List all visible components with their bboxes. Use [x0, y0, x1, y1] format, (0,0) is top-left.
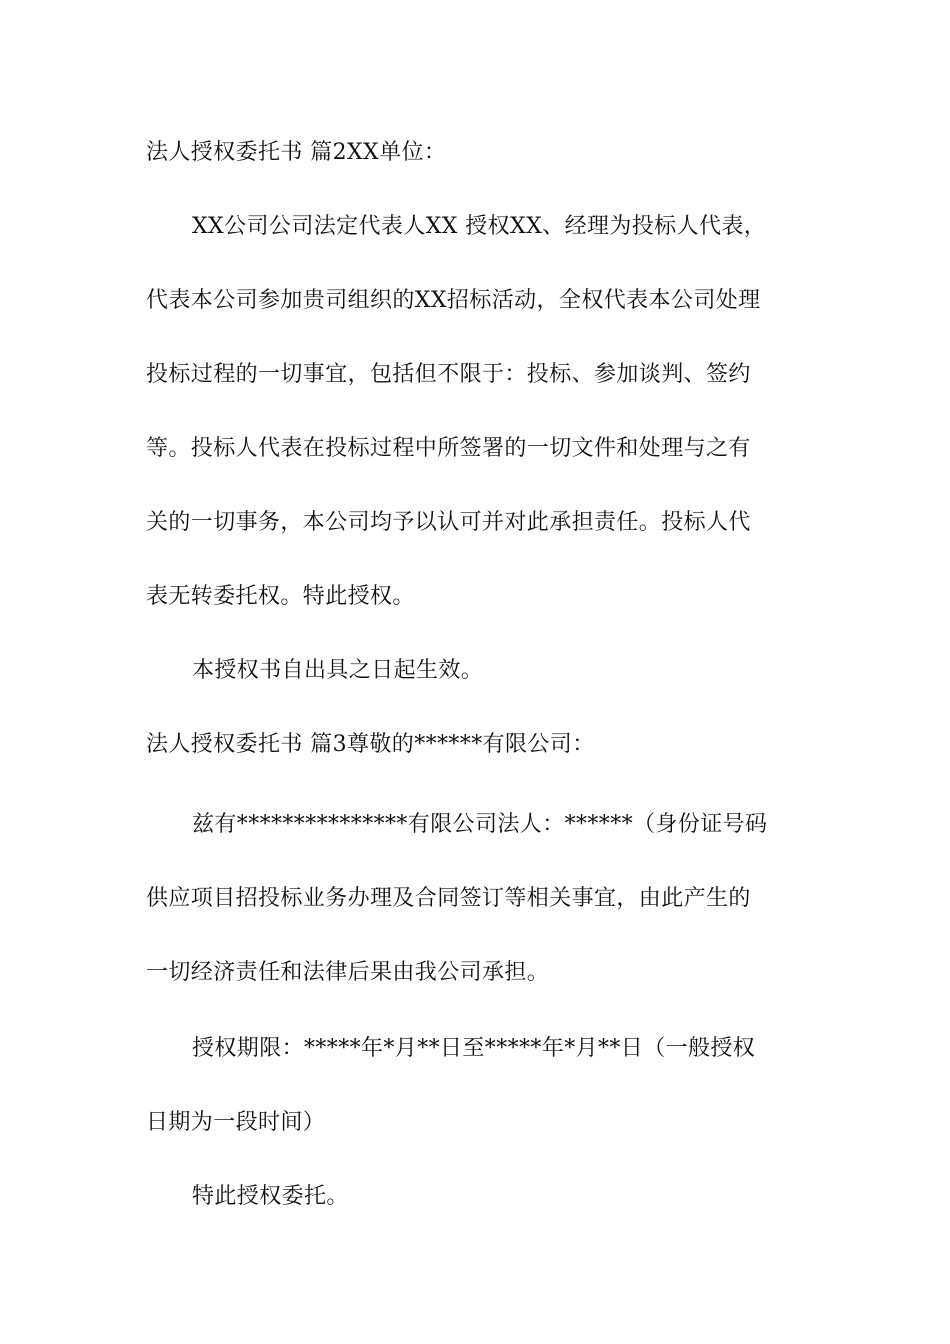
paragraph-line: 授权期限：*****年*月**日至*****年*月**日（一般授权 — [192, 1036, 756, 1061]
paragraph-line: 兹有***************有限公司法人：******（身份证号码 — [192, 812, 768, 837]
section-heading-3: 法人授权委托书 篇3尊敬的******有限公司： — [146, 732, 595, 757]
paragraph-line: 投标过程的一切事宜，包括但不限于：投标、参加谈判、签约 — [146, 362, 751, 387]
paragraph-line: 特此授权委托。 — [192, 1184, 349, 1209]
paragraph-line: 一切经济责任和法律后果由我公司承担。 — [146, 960, 550, 985]
section-heading-2: 法人授权委托书 篇2XX单位： — [146, 140, 447, 165]
paragraph-line: 表无转委托权。特此授权。 — [146, 584, 415, 609]
paragraph-line: 本授权书自出具之日起生效。 — [192, 658, 484, 683]
paragraph-line: 关的一切事务，本公司均予以认可并对此承担责任。投标人代 — [146, 510, 751, 535]
paragraph-line: 等。投标人代表在投标过程中所签署的一切文件和处理与之有 — [146, 436, 751, 461]
paragraph-line: 供应项目招投标业务办理及合同签订等相关事宜，由此产生的 — [146, 886, 751, 911]
paragraph-line: 代表本公司参加贵司组织的XX招标活动，全权代表本公司处理 — [146, 288, 761, 313]
paragraph-line: 日期为一段时间） — [146, 1110, 326, 1135]
paragraph-line: XX公司公司法定代表人XX 授权XX、经理为投标人代表， — [192, 214, 767, 239]
